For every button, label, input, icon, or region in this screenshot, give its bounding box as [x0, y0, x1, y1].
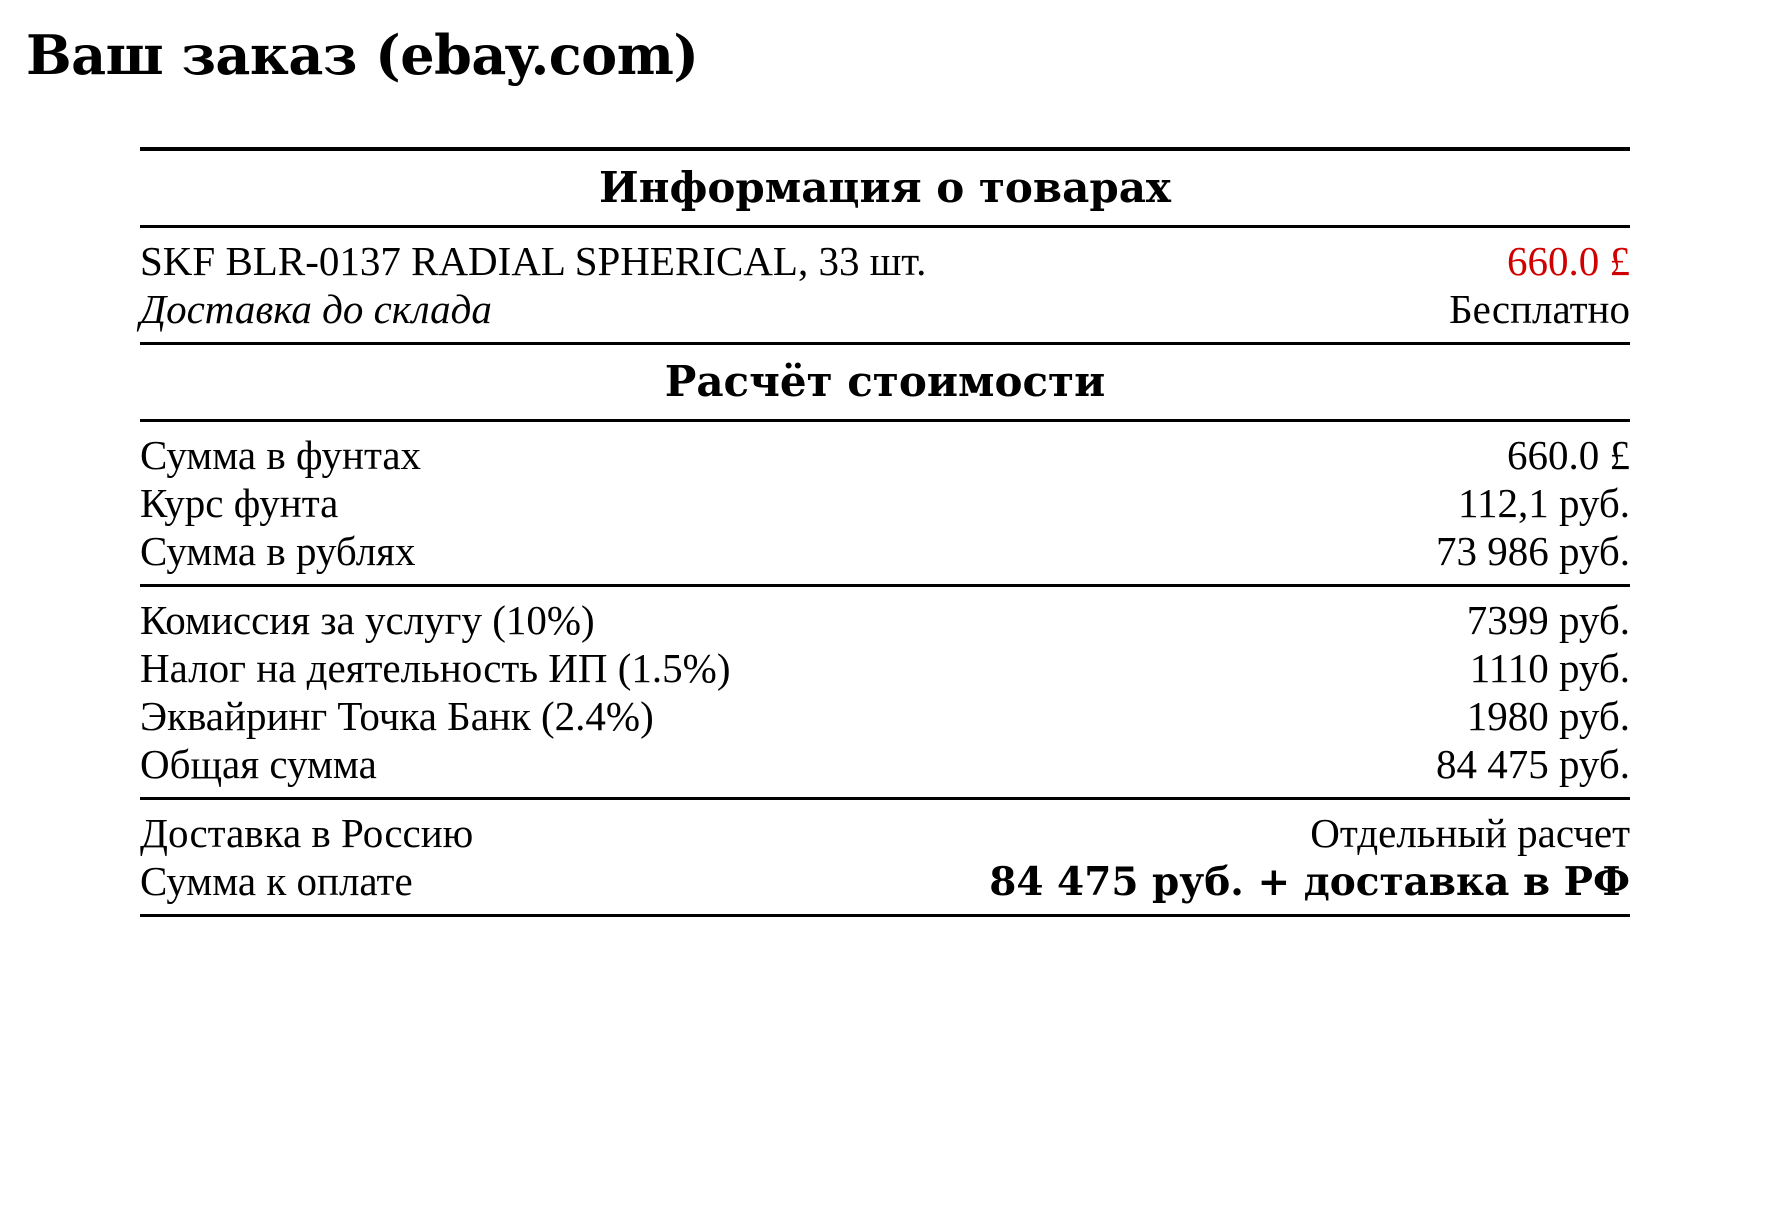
russia-delivery-label: Доставка в Россию — [140, 810, 474, 857]
order-summary-table — [140, 147, 1630, 917]
table-row — [140, 285, 1630, 333]
section-header-goods-label: Информация о товарах — [599, 163, 1171, 213]
ip-tax-value: 1110 руб. — [1469, 645, 1630, 692]
section-header-cost — [140, 345, 1630, 421]
ip-tax-label: Налог на деятельность ИП (1.5%) — [140, 645, 731, 692]
spacer — [140, 587, 1630, 596]
table-row — [140, 857, 1630, 905]
warehouse-delivery-value: Бесплатно — [1449, 286, 1630, 333]
spacer — [140, 333, 1630, 344]
table-row — [140, 596, 1630, 644]
service-fee-label: Комиссия за услугу (10%) — [140, 597, 595, 644]
table-row — [140, 692, 1630, 740]
spacer — [140, 422, 1630, 431]
item-price-value: 660.0 £ — [1507, 238, 1630, 285]
gbp-rate-value: 112,1 руб. — [1457, 480, 1630, 527]
acquiring-fee-value: 1980 руб. — [1466, 693, 1630, 740]
russia-delivery-value: Отдельный расчет — [1310, 810, 1630, 857]
spacer — [140, 575, 1630, 586]
table-row — [140, 431, 1630, 479]
table-row — [140, 237, 1630, 285]
amount-due-value: 84 475 руб. + доставка в РФ — [989, 859, 1630, 906]
sum-gbp-value: 660.0 £ — [1507, 432, 1630, 479]
item-name-label: SKF BLR-0137 RADIAL SPHERICAL, 33 шт. — [140, 238, 927, 285]
sum-rub-label: Сумма в рублях — [140, 528, 416, 575]
spacer — [140, 788, 1630, 799]
warehouse-delivery-label: Доставка до склада — [140, 286, 492, 333]
spacer — [140, 905, 1630, 916]
spacer — [140, 228, 1630, 237]
table-row — [140, 740, 1630, 788]
page-title: Ваш заказ (ebay.com) — [26, 23, 699, 87]
section-header-cost-label: Расчёт стоимости — [664, 357, 1106, 407]
amount-due-label: Сумма к оплате — [140, 858, 413, 905]
total-sum-label: Общая сумма — [140, 741, 377, 788]
section-header-goods — [140, 151, 1630, 227]
table-row — [140, 527, 1630, 575]
table-row — [140, 479, 1630, 527]
table-bottom-rule — [140, 916, 1630, 918]
table-row — [140, 644, 1630, 692]
total-sum-value: 84 475 руб. — [1435, 741, 1630, 788]
gbp-rate-label: Курс фунта — [140, 480, 339, 527]
sum-rub-value: 73 986 руб. — [1435, 528, 1630, 575]
service-fee-value: 7399 руб. — [1466, 597, 1630, 644]
order-receipt-page — [0, 23, 1775, 1218]
sum-gbp-label: Сумма в фунтах — [140, 432, 422, 479]
table-row — [140, 809, 1630, 857]
spacer — [140, 800, 1630, 809]
acquiring-fee-label: Эквайринг Точка Банк (2.4%) — [140, 693, 654, 740]
